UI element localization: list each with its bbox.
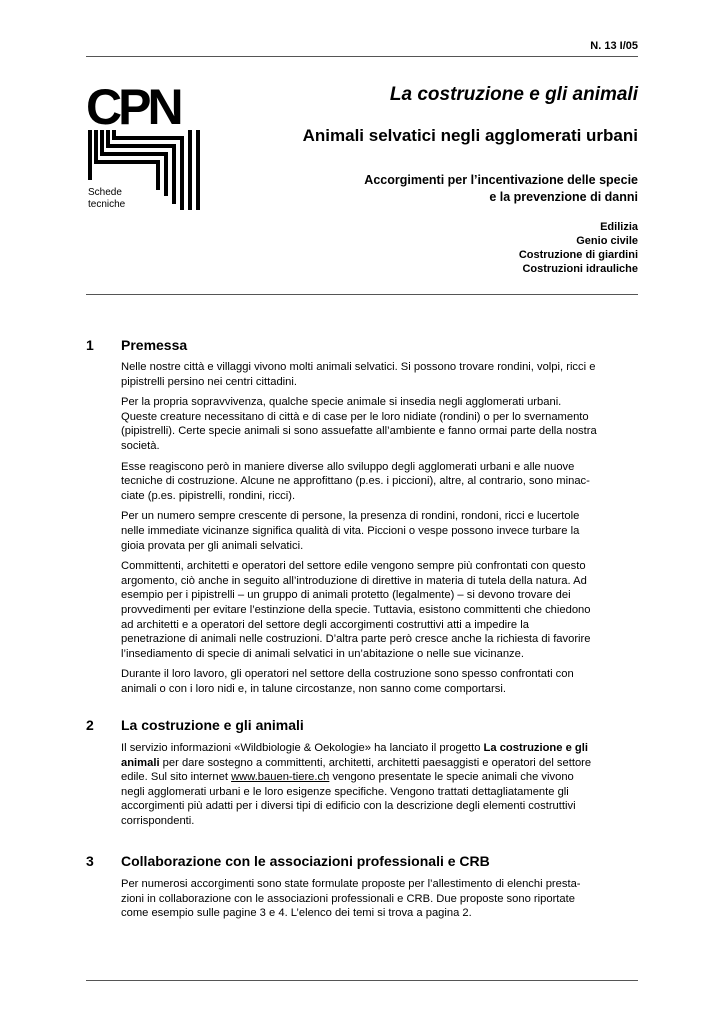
logo-caption-line: Schede xyxy=(88,187,122,198)
text-line: come esempio sulle pagine 3 e 4. L’elenco dei temi si trova a pagina 2. xyxy=(121,907,472,920)
category-item: Costruzioni idrauliche xyxy=(522,263,638,275)
section-body xyxy=(121,877,639,927)
text-run: edile. Sul sito internet xyxy=(121,771,232,784)
header-divider xyxy=(86,294,638,295)
paragraph xyxy=(121,741,639,829)
text-line: Committenti, architetti e operatori del settore edile vengono sempre più confrontati con questo xyxy=(121,560,586,573)
text-line: pipistrelli persino nei centri cittadini. xyxy=(121,375,297,388)
paragraph xyxy=(121,460,639,504)
text-run: per dare sostegno a committenti, architetti, architetti paesaggisti e operatori del settore xyxy=(159,756,592,769)
logo-text: CPN xyxy=(86,84,180,135)
category-item: Edilizia xyxy=(600,221,638,233)
text-line: negli agglomerati urbani e le loro esigenze specifiche. Vengono trattati dettagliatamente gli xyxy=(121,785,569,798)
text-line: corrispondenti. xyxy=(121,814,195,827)
section-body xyxy=(121,741,639,835)
text-line: Esse reagiscono però in maniere diverse allo sviluppo degli agglomerati urbani e alle nuove xyxy=(121,460,575,473)
section-title: La costruzione e gli animali xyxy=(121,717,304,733)
text-line: penetrazione di animali nelle costruzioni. D’altra parte però cresce anche la richiesta di favorire xyxy=(121,633,591,646)
logo-caption-line: tecniche xyxy=(88,199,126,210)
bottom-divider xyxy=(86,980,638,981)
paragraph xyxy=(121,360,639,389)
category-list xyxy=(519,220,638,276)
text-line: gioia provata per gli animali selvatici. xyxy=(121,539,304,552)
document-description xyxy=(364,172,638,206)
paragraph xyxy=(121,667,639,696)
text-line: società. xyxy=(121,439,160,452)
website-link[interactable]: www.bauen-tiere.ch xyxy=(231,771,330,784)
text-line: esempio per i pipistrelli – un gruppo di animali protetto (legalmente) – si devono trovare dei xyxy=(121,589,571,602)
paragraph xyxy=(121,877,639,921)
section-title: Premessa xyxy=(121,337,188,353)
text-line: accorgimenti più adatti per i diversi tipi di edificio con la descrizione degli elementi costruttivi xyxy=(121,800,576,813)
text-line: Queste creature necessitano di città e di case per le loro nidiate (rondini) o per lo svernamento xyxy=(121,410,589,423)
description-line: e la prevenzione di danni xyxy=(489,190,638,204)
document-subtitle: Animali selvatici negli agglomerati urbani xyxy=(302,126,638,145)
text-line: Per la propria sopravvivenza, qualche specie animale si insedia negli agglomerati urbani. xyxy=(121,396,562,409)
section-number: 3 xyxy=(86,853,94,869)
logo-caption xyxy=(88,187,125,211)
text-line: nelle immediate vicinanze significa qualità di vita. Piccioni o vespe possono invece turbare la xyxy=(121,524,580,537)
project-name: animali xyxy=(121,756,160,769)
text-line: Per numerosi accorgimenti sono state formulate proposte per l’allestimento di elenchi presta- xyxy=(121,878,581,890)
paragraph xyxy=(121,559,639,661)
text-line: (pipistrelli). Certe specie animali si sono assuefatte all’ambiente e fanno ormai parte della nostra xyxy=(121,425,597,438)
text-line: tecniche di costruzione. Alcune ne approfittano (p.es. i piccioni), altre, al contrario, sono minac- xyxy=(121,475,590,488)
text-line: l’insediamento di specie di animali selvatici in un’abitazione o nelle sue vicinanze. xyxy=(121,647,524,660)
text-run: vengono presentate le specie animali che vivono xyxy=(329,771,574,784)
text-line: provvedimenti per evitare l’estinzione della specie. Tuttavia, esistono committenti che chiedono xyxy=(121,603,591,616)
text-line: argomento, ciò anche in seguito all’introduzione di direttive in materia di tutela della natura. Ad xyxy=(121,574,587,587)
project-name: La costruzione e gli xyxy=(483,742,588,754)
category-item: Costruzione di giardini xyxy=(518,249,638,261)
text-line: animali o con i loro nidi e, in talune circostanze, non sanno come comportarsi. xyxy=(121,682,506,695)
text-line: zioni in collaborazione con le associazioni professionali e CRB. Due proposte sono riportate xyxy=(121,892,575,905)
text-line: ad architetti e a operatori del settore degli accorgimenti costruttivi atti a impedire la xyxy=(121,618,529,631)
text-line: Nelle nostre città e villaggi vivono molti animali selvatici. Si possono trovare rondini, volpi, ricci e xyxy=(121,361,596,373)
section-number: 1 xyxy=(86,337,94,353)
document-title: La costruzione e gli animali xyxy=(389,84,638,105)
category-item: Genio civile xyxy=(576,235,638,247)
text-line: ciate (p.es. pipistrelli, rondini, ricci). xyxy=(121,489,296,502)
section-number: 2 xyxy=(86,717,94,733)
top-divider xyxy=(86,56,638,57)
text-line: Per un numero sempre crescente di persone, la presenza di rondini, rondoni, ricci e lucertole xyxy=(121,510,580,523)
text-run: Il servizio informazioni «Wildbiologie & Oekologie» ha lanciato il progetto xyxy=(121,742,484,754)
section-body xyxy=(121,360,639,702)
description-line: Accorgimenti per l’incentivazione delle specie xyxy=(364,173,638,187)
document-number: N. 13 I/05 xyxy=(590,40,638,52)
paragraph xyxy=(121,509,639,553)
section-title: Collaborazione con le associazioni professionali e CRB xyxy=(121,853,490,869)
text-line: Durante il loro lavoro, gli operatori nel settore della costruzione sono spesso confrontati con xyxy=(121,668,574,681)
paragraph xyxy=(121,395,639,453)
